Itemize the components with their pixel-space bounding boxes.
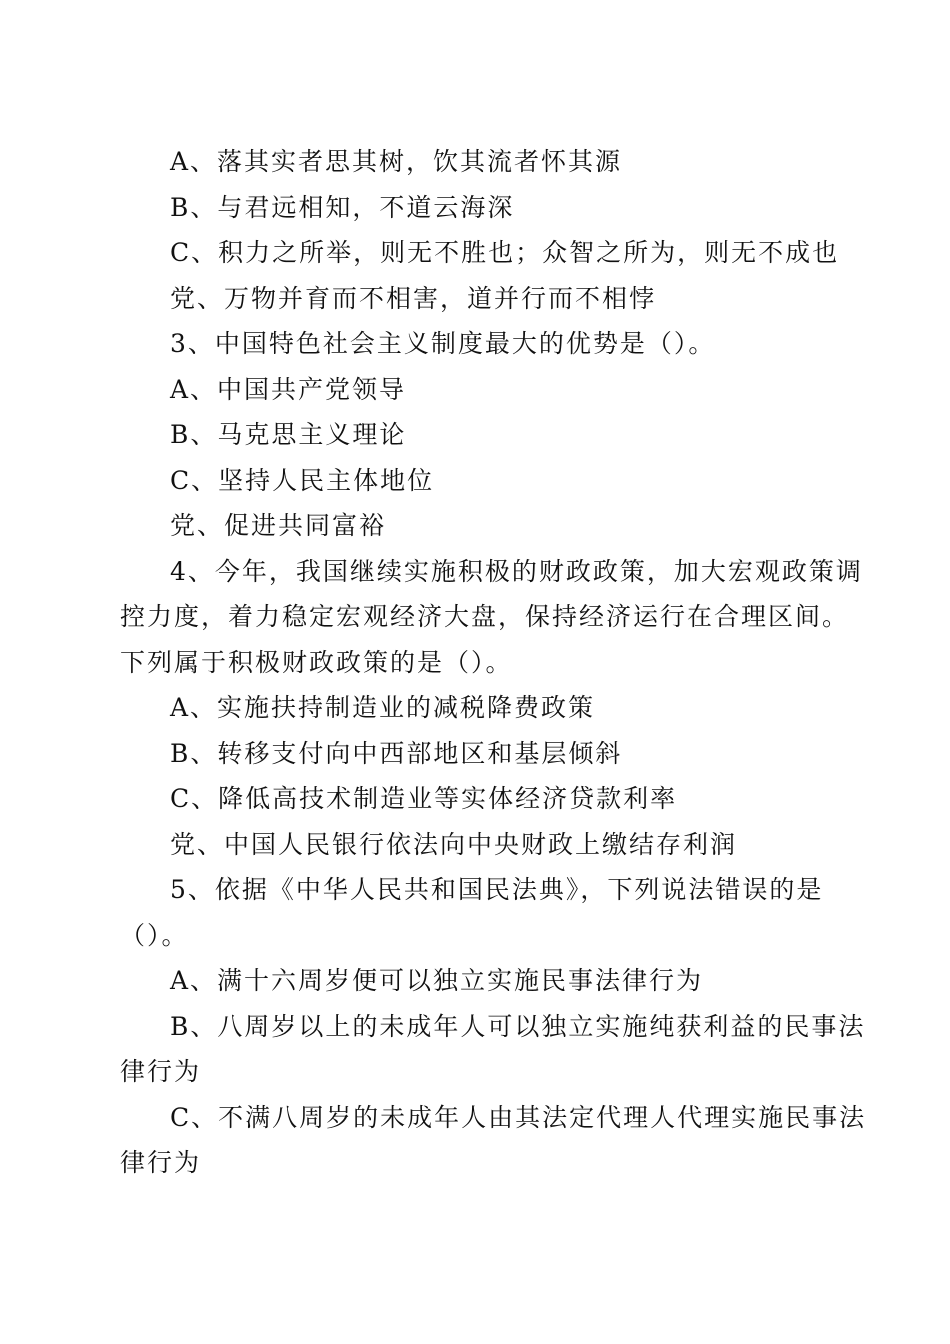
option-3c: C、坚持人民主体地位	[170, 465, 435, 495]
option-3d: 党、促进共同富裕	[170, 511, 387, 540]
option-2b: B、与君远相知，不道云海深	[170, 192, 515, 222]
question-4-line-3: 下列属于积极财政政策的是（）。	[120, 647, 513, 677]
document-body	[120, 139, 867, 1186]
question-5-line-2: （）。	[120, 920, 189, 950]
option-4b: B、转移支付向中西部地区和基层倾斜	[170, 738, 623, 768]
option-5c-line-1: C、不满八周岁的未成年人由其法定代理人代理实施民事法	[170, 1102, 867, 1132]
option-5a: A、满十六周岁便可以独立实施民事法律行为	[170, 966, 704, 995]
question-5-line-1: 5、依据《中华人民共和国民法典》，下列说法错误的是	[170, 875, 824, 904]
option-4d: 党、中国人民银行依法向中央财政上缴结存利润	[170, 829, 738, 859]
question-4-line-1: 4、今年，我国继续实施积极的财政政策，加大宏观政策调	[170, 556, 863, 586]
option-5b-line-1: B、八周岁以上的未成年人可以独立实施纯获利益的民事法	[170, 1011, 866, 1041]
question-3: 3、中国特色社会主义制度最大的优势是（）。	[170, 329, 716, 358]
option-2d: 党、万物并育而不相害，道并行而不相悖	[170, 283, 657, 313]
option-5b-line-2: 律行为	[120, 1057, 202, 1086]
option-5c-line-2: 律行为	[120, 1148, 202, 1177]
option-4a: A、实施扶持制造业的减税降费政策	[170, 693, 596, 722]
option-3b: B、马克思主义理论	[170, 420, 407, 449]
option-2a: A、落其实者思其树，饮其流者怀其源	[170, 147, 623, 176]
option-3a: A、中国共产党领导	[170, 374, 407, 404]
option-2c: C、积力之所举，则无不胜也；众智之所为，则无不成也	[170, 238, 840, 267]
option-4c: C、降低高技术制造业等实体经济贷款利率	[170, 784, 678, 813]
question-4-line-2: 控力度，着力稳定宏观经济大盘，保持经济运行在合理区间。	[120, 602, 850, 631]
